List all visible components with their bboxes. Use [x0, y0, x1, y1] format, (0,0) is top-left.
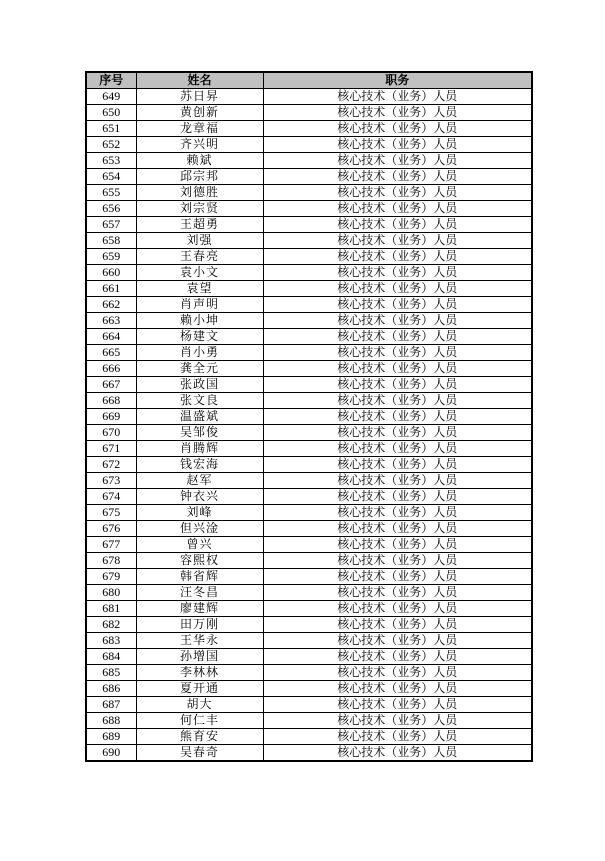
table-row: [86, 121, 532, 137]
seq-cell: 650: [86, 105, 136, 121]
title-cell: 核心技术（业务）人员: [263, 345, 532, 361]
table-row: [86, 265, 532, 281]
name-cell: 吴邹俊: [136, 425, 263, 441]
seq-cell: 672: [86, 457, 136, 473]
seq-cell: 682: [86, 617, 136, 633]
title-cell: 核心技术（业务）人员: [263, 521, 532, 537]
seq-cell: 690: [86, 745, 136, 762]
name-cell: 刘峰: [136, 505, 263, 521]
name-cell: 王超勇: [136, 217, 263, 233]
seq-cell: 681: [86, 601, 136, 617]
name-cell: 汪冬昌: [136, 585, 263, 601]
title-cell: 核心技术（业务）人员: [263, 441, 532, 457]
seq-cell: 677: [86, 537, 136, 553]
table-row: [86, 441, 532, 457]
name-cell: 赵军: [136, 473, 263, 489]
title-cell: 核心技术（业务）人员: [263, 617, 532, 633]
seq-cell: 688: [86, 713, 136, 729]
name-cell: 肖腾辉: [136, 441, 263, 457]
table-row: [86, 233, 532, 249]
seq-cell: 658: [86, 233, 136, 249]
seq-cell: 653: [86, 153, 136, 169]
name-cell: 何仁丰: [136, 713, 263, 729]
name-cell: 龚全元: [136, 361, 263, 377]
title-cell: 核心技术（业务）人员: [263, 249, 532, 265]
seq-cell: 662: [86, 297, 136, 313]
title-cell: 核心技术（业务）人员: [263, 505, 532, 521]
seq-cell: 669: [86, 409, 136, 425]
table-row: [86, 505, 532, 521]
name-cell: 肖小勇: [136, 345, 263, 361]
table-row: [86, 313, 532, 329]
seq-cell: 686: [86, 681, 136, 697]
name-cell: 刘德胜: [136, 185, 263, 201]
table-row: [86, 713, 532, 729]
name-cell: 肖声明: [136, 297, 263, 313]
seq-cell: 651: [86, 121, 136, 137]
seq-cell: 664: [86, 329, 136, 345]
name-cell: 黄创新: [136, 105, 263, 121]
table-row: [86, 377, 532, 393]
seq-cell: 668: [86, 393, 136, 409]
seq-cell: 665: [86, 345, 136, 361]
name-cell: 张文良: [136, 393, 263, 409]
table-row: [86, 425, 532, 441]
table-row: [86, 681, 532, 697]
title-cell: 核心技术（业务）人员: [263, 649, 532, 665]
seq-cell: 661: [86, 281, 136, 297]
table-row: [86, 729, 532, 745]
name-cell: 赖斌: [136, 153, 263, 169]
table-row: [86, 601, 532, 617]
title-cell: 核心技术（业务）人员: [263, 297, 532, 313]
title-cell: 核心技术（业务）人员: [263, 217, 532, 233]
name-cell: 赖小坤: [136, 313, 263, 329]
seq-cell: 652: [86, 137, 136, 153]
title-cell: 核心技术（业务）人员: [263, 425, 532, 441]
title-cell: 核心技术（业务）人员: [263, 409, 532, 425]
table-row: [86, 137, 532, 153]
title-cell: 核心技术（业务）人员: [263, 569, 532, 585]
title-cell: 核心技术（业务）人员: [263, 393, 532, 409]
title-cell: 核心技术（业务）人员: [263, 137, 532, 153]
seq-cell: 679: [86, 569, 136, 585]
name-cell: 钱宏海: [136, 457, 263, 473]
table-row: [86, 249, 532, 265]
seq-cell: 680: [86, 585, 136, 601]
name-cell: 李林林: [136, 665, 263, 681]
name-cell: 吴春奇: [136, 745, 263, 762]
seq-cell: 685: [86, 665, 136, 681]
seq-cell: 663: [86, 313, 136, 329]
table-row: [86, 361, 532, 377]
title-cell: 核心技术（业务）人员: [263, 633, 532, 649]
title-cell: 核心技术（业务）人员: [263, 89, 532, 105]
title-cell: 核心技术（业务）人员: [263, 201, 532, 217]
seq-cell: 655: [86, 185, 136, 201]
seq-cell: 667: [86, 377, 136, 393]
seq-cell: 657: [86, 217, 136, 233]
table-row: [86, 201, 532, 217]
title-cell: 核心技术（业务）人员: [263, 313, 532, 329]
seq-cell: 673: [86, 473, 136, 489]
title-cell: 核心技术（业务）人员: [263, 537, 532, 553]
title-cell: 核心技术（业务）人员: [263, 681, 532, 697]
title-cell: 核心技术（业务）人员: [263, 153, 532, 169]
title-cell: 核心技术（业务）人员: [263, 729, 532, 745]
title-cell: 核心技术（业务）人员: [263, 473, 532, 489]
title-cell: 核心技术（业务）人员: [263, 457, 532, 473]
name-cell: 刘强: [136, 233, 263, 249]
table-row: [86, 649, 532, 665]
name-cell: 袁望: [136, 281, 263, 297]
seq-cell: 674: [86, 489, 136, 505]
personnel-table: [85, 71, 533, 762]
title-cell: 核心技术（业务）人员: [263, 745, 532, 762]
table-row: [86, 473, 532, 489]
name-cell: 孙增国: [136, 649, 263, 665]
name-cell: 王春亮: [136, 249, 263, 265]
table-row: [86, 393, 532, 409]
table-row: [86, 217, 532, 233]
name-cell: 刘宗贤: [136, 201, 263, 217]
header-title: 职务: [263, 72, 532, 89]
name-cell: 熊育安: [136, 729, 263, 745]
table-row: [86, 345, 532, 361]
table-row: [86, 697, 532, 713]
name-cell: 容熙权: [136, 553, 263, 569]
name-cell: 齐兴明: [136, 137, 263, 153]
seq-cell: 649: [86, 89, 136, 105]
table-row: [86, 185, 532, 201]
title-cell: 核心技术（业务）人员: [263, 585, 532, 601]
name-cell: 田万刚: [136, 617, 263, 633]
table-row: [86, 457, 532, 473]
table-row: [86, 489, 532, 505]
title-cell: 核心技术（业务）人员: [263, 553, 532, 569]
seq-cell: 654: [86, 169, 136, 185]
name-cell: 曾兴: [136, 537, 263, 553]
title-cell: 核心技术（业务）人员: [263, 281, 532, 297]
title-cell: 核心技术（业务）人员: [263, 601, 532, 617]
table-row: [86, 537, 532, 553]
table-row: [86, 585, 532, 601]
table-row: [86, 569, 532, 585]
table-row: [86, 745, 532, 762]
header-name: 姓名: [136, 72, 263, 89]
seq-cell: 689: [86, 729, 136, 745]
table-body: [86, 89, 532, 762]
seq-cell: 678: [86, 553, 136, 569]
table-row: [86, 553, 532, 569]
name-cell: 杨建文: [136, 329, 263, 345]
table-row: [86, 617, 532, 633]
table-row: [86, 633, 532, 649]
name-cell: 张政国: [136, 377, 263, 393]
name-cell: 袁小文: [136, 265, 263, 281]
title-cell: 核心技术（业务）人员: [263, 377, 532, 393]
seq-cell: 687: [86, 697, 136, 713]
seq-cell: 656: [86, 201, 136, 217]
title-cell: 核心技术（业务）人员: [263, 265, 532, 281]
seq-cell: 671: [86, 441, 136, 457]
title-cell: 核心技术（业务）人员: [263, 105, 532, 121]
seq-cell: 676: [86, 521, 136, 537]
seq-cell: 670: [86, 425, 136, 441]
table-row: [86, 521, 532, 537]
table-header-row: [86, 72, 532, 89]
table-row: [86, 665, 532, 681]
name-cell: 钟衣兴: [136, 489, 263, 505]
table-row: [86, 329, 532, 345]
table-row: [86, 89, 532, 105]
title-cell: 核心技术（业务）人员: [263, 361, 532, 377]
table-row: [86, 169, 532, 185]
table-row: [86, 409, 532, 425]
table-row: [86, 153, 532, 169]
name-cell: 胡大: [136, 697, 263, 713]
title-cell: 核心技术（业务）人员: [263, 185, 532, 201]
name-cell: 苏日昇: [136, 89, 263, 105]
name-cell: 龙章福: [136, 121, 263, 137]
name-cell: 廖建辉: [136, 601, 263, 617]
seq-cell: 675: [86, 505, 136, 521]
header-seq: 序号: [86, 72, 136, 89]
name-cell: 夏开通: [136, 681, 263, 697]
seq-cell: 684: [86, 649, 136, 665]
title-cell: 核心技术（业务）人员: [263, 713, 532, 729]
seq-cell: 666: [86, 361, 136, 377]
table-row: [86, 297, 532, 313]
title-cell: 核心技术（业务）人员: [263, 233, 532, 249]
title-cell: 核心技术（业务）人员: [263, 169, 532, 185]
title-cell: 核心技术（业务）人员: [263, 121, 532, 137]
name-cell: 韩省辉: [136, 569, 263, 585]
name-cell: 王华永: [136, 633, 263, 649]
title-cell: 核心技术（业务）人员: [263, 489, 532, 505]
title-cell: 核心技术（业务）人员: [263, 697, 532, 713]
title-cell: 核心技术（业务）人员: [263, 665, 532, 681]
seq-cell: 659: [86, 249, 136, 265]
table-row: [86, 281, 532, 297]
seq-cell: 683: [86, 633, 136, 649]
name-cell: 但兴淦: [136, 521, 263, 537]
name-cell: 邱宗邦: [136, 169, 263, 185]
title-cell: 核心技术（业务）人员: [263, 329, 532, 345]
table-row: [86, 105, 532, 121]
seq-cell: 660: [86, 265, 136, 281]
name-cell: 温盛斌: [136, 409, 263, 425]
